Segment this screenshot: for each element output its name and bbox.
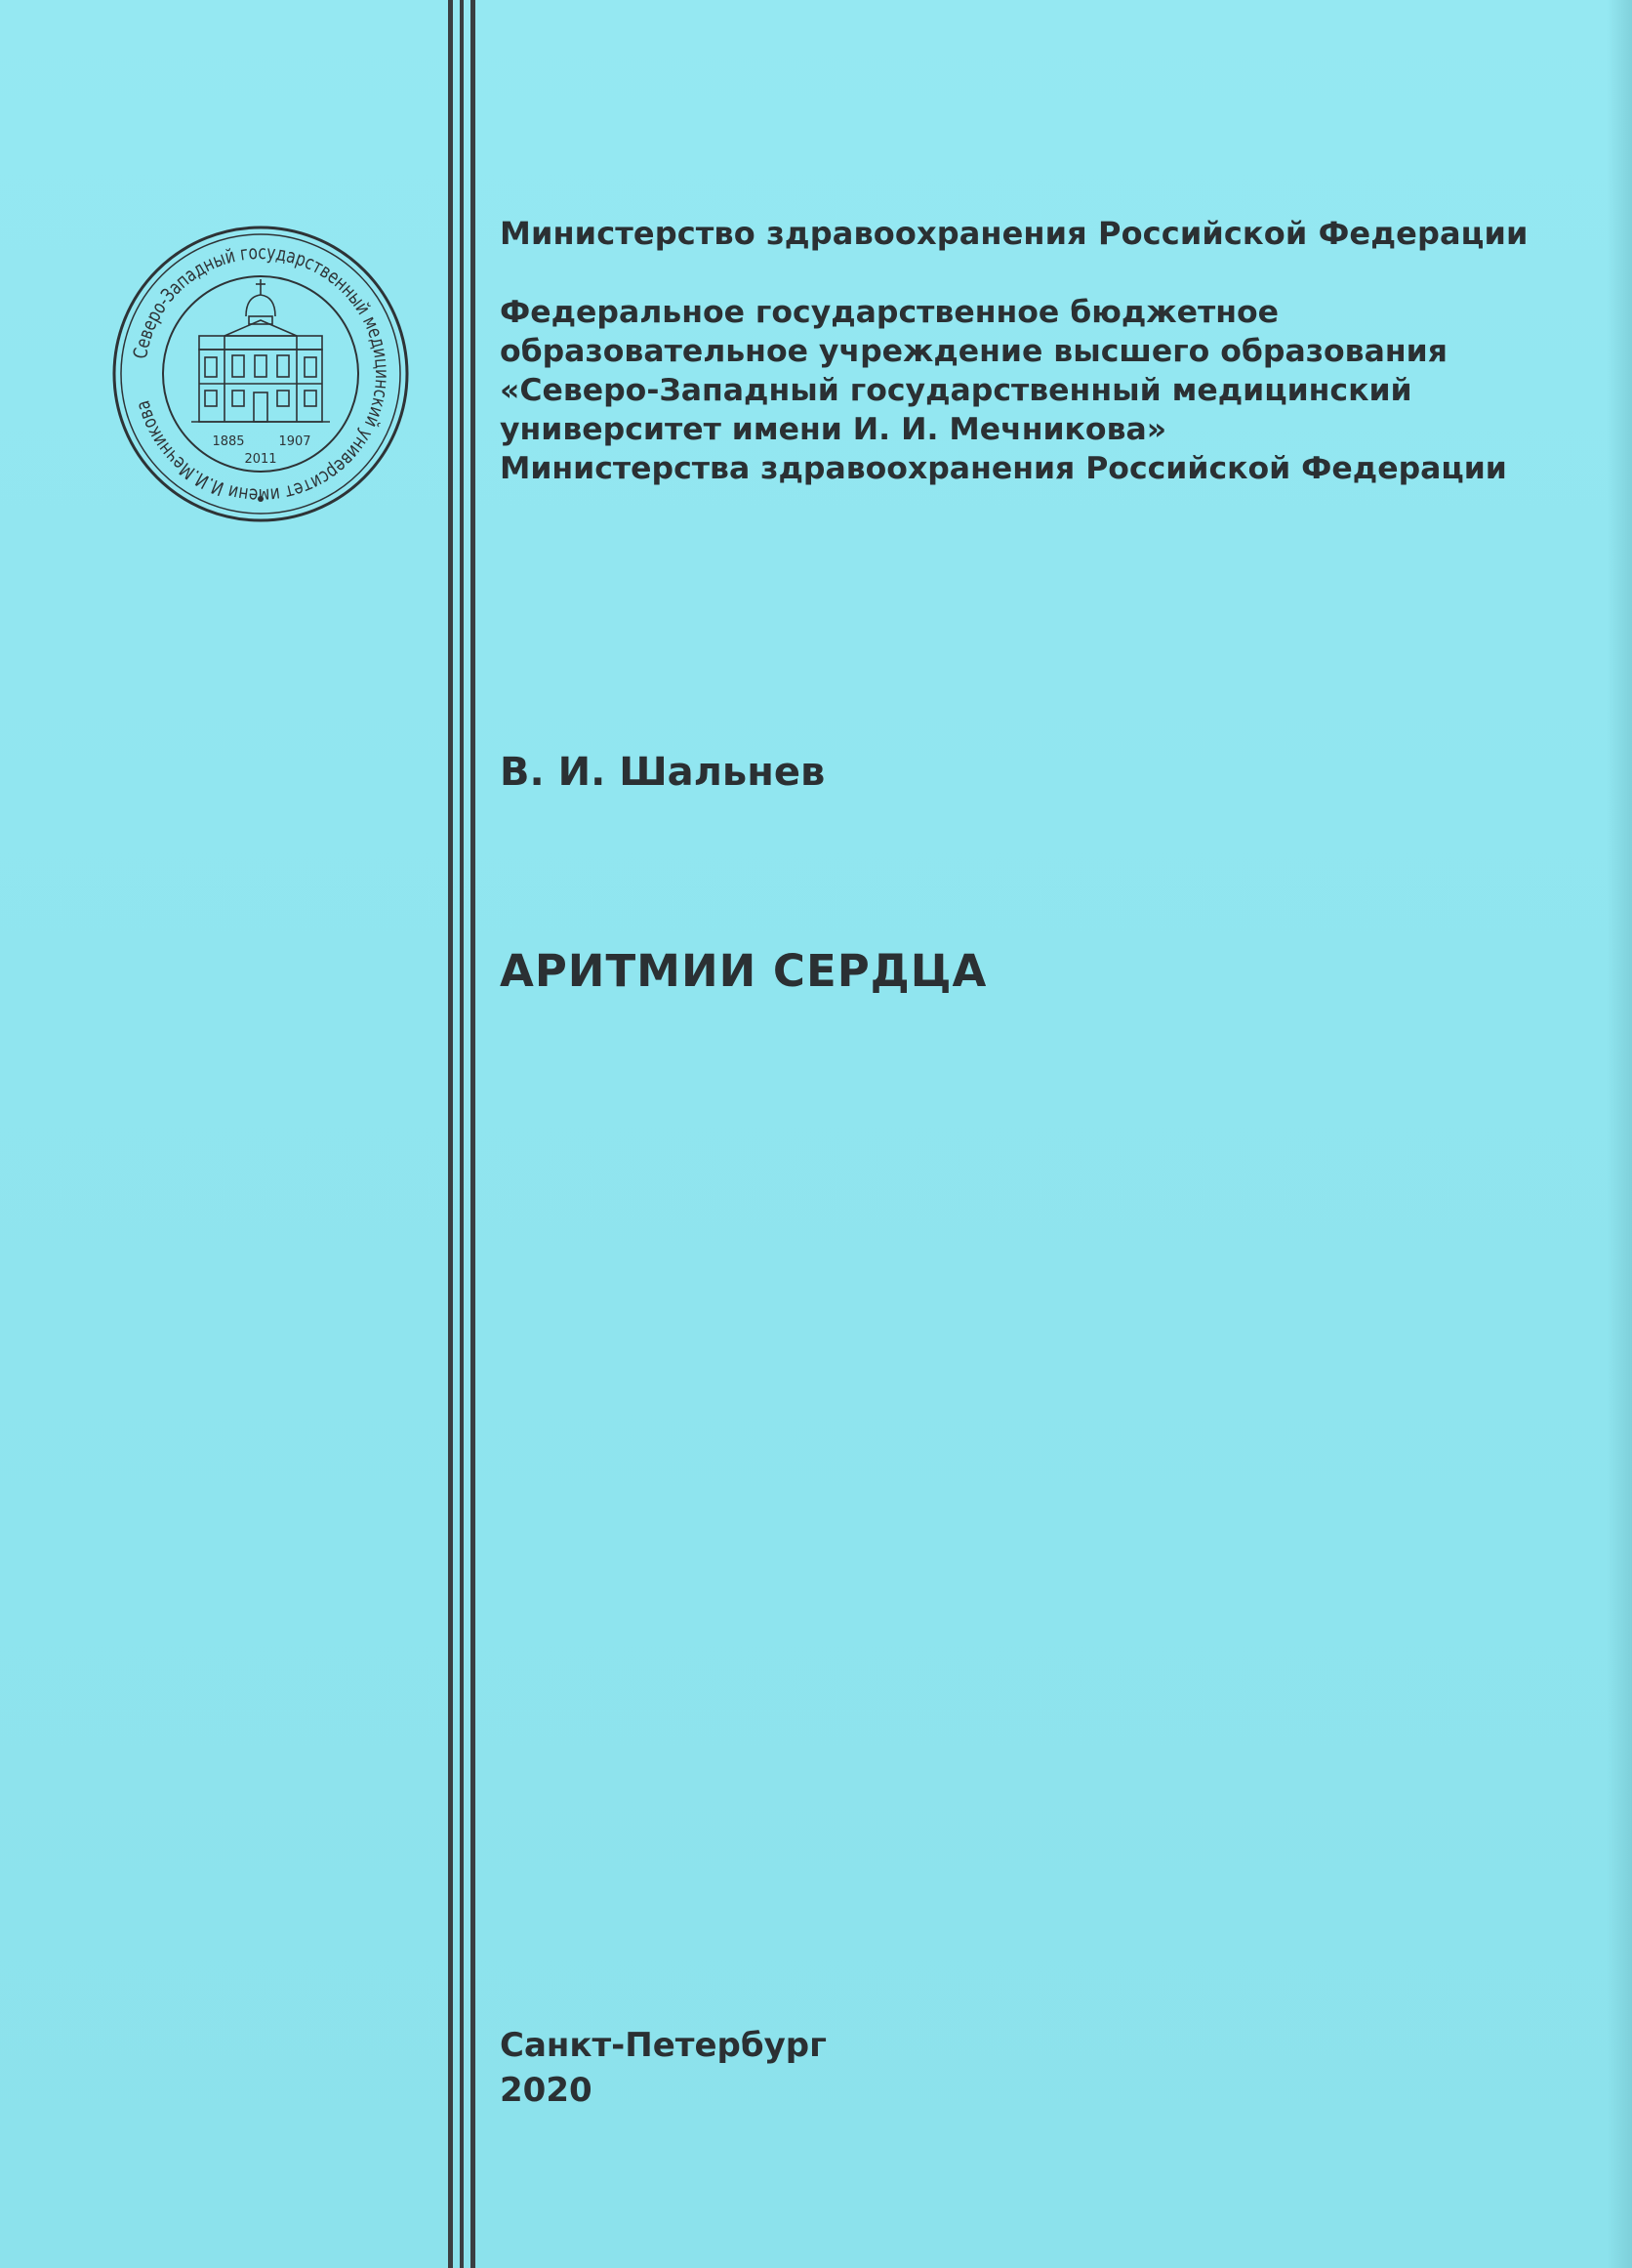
seal-ring-text: Северо-Западный государственный медицинский университет имени И.И.Мечникова — [129, 240, 394, 508]
book-title: АРИТМИИ СЕРДЦА — [500, 945, 988, 997]
seal-year-left: 1885 — [212, 434, 245, 449]
seal-year-bottom: 2011 — [244, 452, 277, 467]
imprint-city: Санкт-Петербург — [500, 2026, 827, 2065]
imprint-year: 2020 — [500, 2071, 592, 2110]
university-seal-logo — [109, 223, 412, 525]
imprint — [500, 2023, 827, 2113]
spine-rule-2 — [460, 0, 464, 2268]
institution-name — [500, 293, 1507, 488]
seal-year-right: 1907 — [278, 434, 311, 449]
institution-line-3: «Северо-Западный государственный медицинский — [500, 373, 1412, 408]
spine-rule-1 — [448, 0, 453, 2268]
author-name: В. И. Шальнев — [500, 750, 826, 795]
institution-line-1: Федеральное государственное бюджетное — [500, 295, 1280, 330]
institution-line-4: университет имени И. И. Мечникова» — [500, 412, 1167, 447]
spine-rule-3 — [470, 0, 475, 2268]
page-edge-shadow — [1607, 0, 1632, 2268]
ministry-heading: Министерство здравоохранения Российской Федерации — [500, 215, 1529, 252]
institution-line-5: Министерства здравоохранения Российской Федерации — [500, 451, 1507, 486]
institution-line-2: образовательное учреждение высшего образования — [500, 334, 1448, 369]
